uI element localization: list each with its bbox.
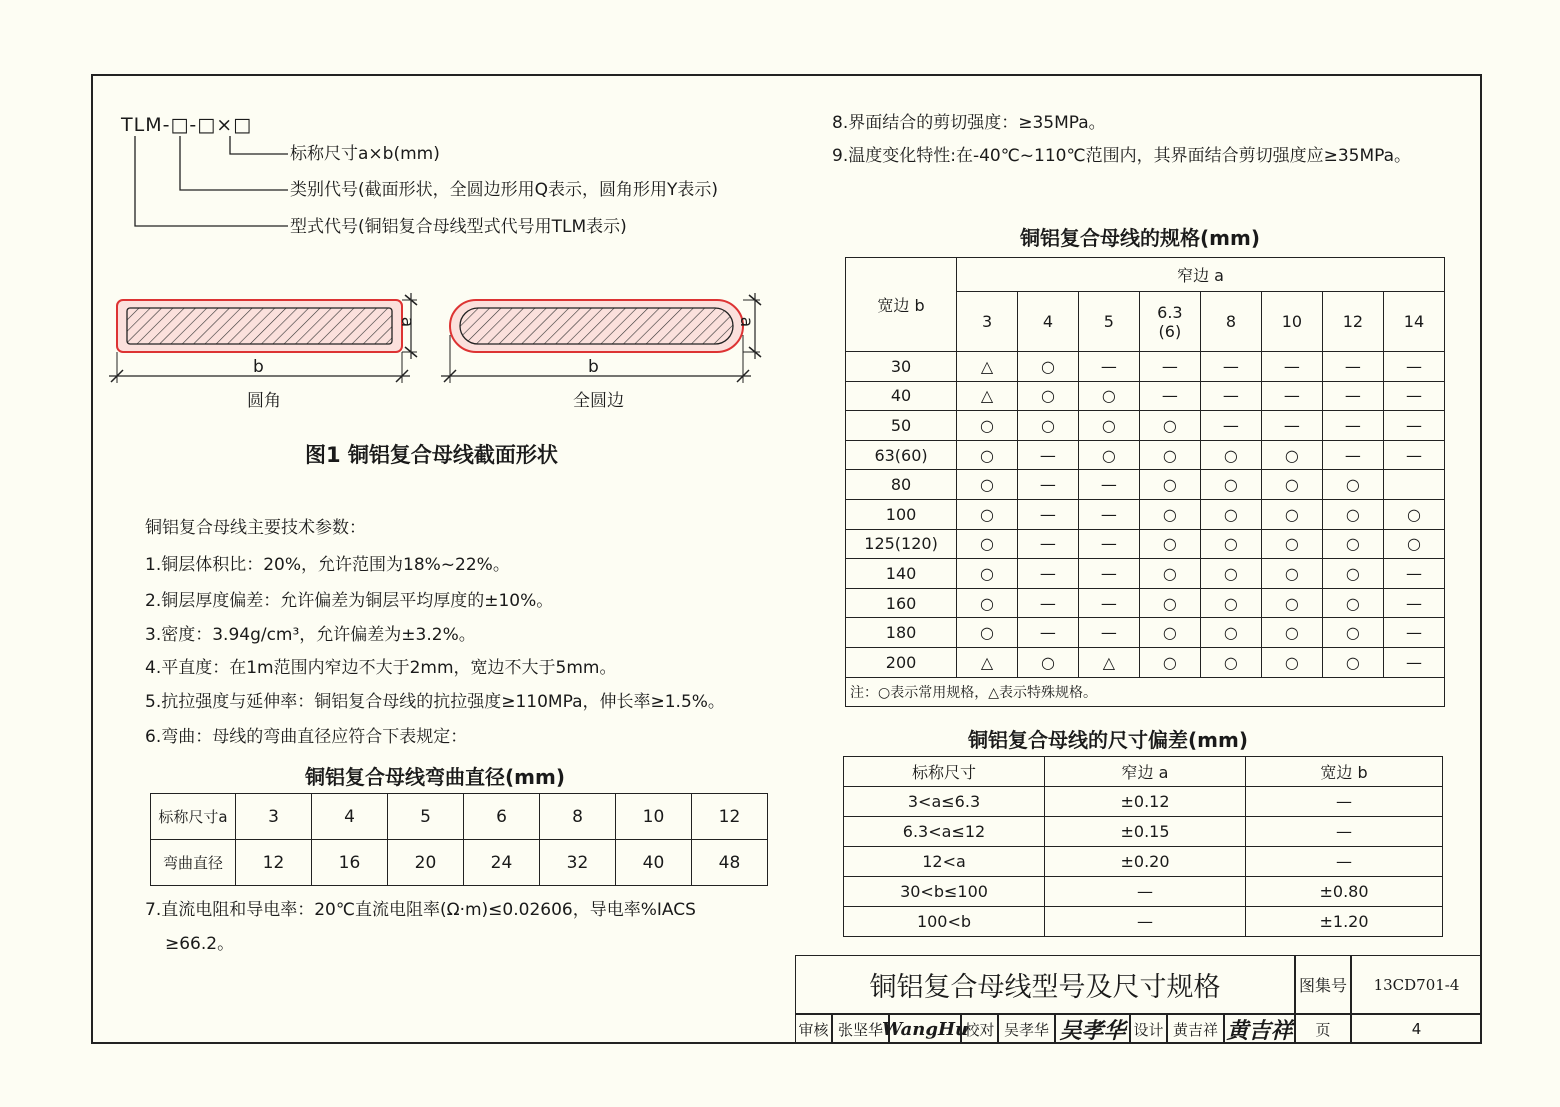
- spec-cell: ○: [957, 559, 1018, 589]
- spec-row: [846, 440, 1445, 470]
- spec-cell: ○: [1261, 647, 1322, 677]
- spec-cell: ○: [1322, 499, 1383, 529]
- bend-header-diameter: 弯曲直径: [151, 840, 236, 886]
- tol-row: [844, 847, 1443, 877]
- spec-cell: ○: [957, 411, 1018, 441]
- spec-cell: ○: [1139, 647, 1200, 677]
- spec-corner-header: 宽边 b: [846, 258, 957, 352]
- spec-cell: —: [1017, 559, 1078, 589]
- shape-label-rounded: 圆角: [247, 391, 281, 411]
- spec-cell: —: [1383, 647, 1444, 677]
- spec-cell: ○: [1322, 529, 1383, 559]
- spec-cell: —: [1261, 352, 1322, 382]
- spec-cell: ○: [957, 588, 1018, 618]
- spec-row-width: 63(60): [846, 440, 957, 470]
- spec-cell: ○: [1261, 440, 1322, 470]
- tol-cell: —: [1246, 817, 1443, 847]
- spec-table-title: 铜铝复合母线的规格(mm): [1020, 226, 1260, 250]
- spec-row: [846, 499, 1445, 529]
- spec-cell: ○: [1322, 470, 1383, 500]
- bend-diameter-cell: 48: [692, 840, 768, 886]
- tol-cell: —: [1045, 877, 1246, 907]
- spec-cell: —: [1261, 411, 1322, 441]
- spec-col-header: 14: [1383, 292, 1444, 352]
- spec-cell: ○: [1139, 618, 1200, 648]
- spec-cell: —: [1139, 381, 1200, 411]
- spec-cell: ○: [1261, 529, 1322, 559]
- spec-cell: △: [1078, 647, 1139, 677]
- tol-cell: 3<a≤6.3: [844, 787, 1045, 817]
- param-item-7-line2: ≥66.2。: [165, 934, 235, 954]
- spec-cell: —: [1383, 588, 1444, 618]
- spec-cell: [1383, 470, 1444, 500]
- atlas-number: 13CD701-4: [1351, 955, 1482, 1014]
- bend-size-cell: 4: [312, 794, 388, 840]
- spec-row: [846, 381, 1445, 411]
- param-item-5: 5.抗拉强度与延伸率：铜铝复合母线的抗拉强度≥110MPa，伸长率≥1.5%。: [145, 692, 725, 712]
- spec-cell: —: [1017, 529, 1078, 559]
- design-label: 设计: [1130, 1014, 1167, 1044]
- bend-size-cell: 10: [616, 794, 692, 840]
- bend-diameter-cell: 12: [236, 840, 312, 886]
- spec-cell: —: [1078, 470, 1139, 500]
- spec-row-width: 200: [846, 647, 957, 677]
- bend-header-size: 标称尺寸a: [151, 794, 236, 840]
- tol-cell: —: [1246, 847, 1443, 877]
- spec-cell: ○: [1200, 618, 1261, 648]
- spec-row: [846, 352, 1445, 382]
- spec-col-header: 8: [1200, 292, 1261, 352]
- spec-cell: —: [1200, 352, 1261, 382]
- spec-cell: —: [1200, 381, 1261, 411]
- tol-header-wide: 宽边 b: [1246, 757, 1443, 787]
- spec-cell: —: [1322, 352, 1383, 382]
- spec-table: [845, 257, 1445, 707]
- spec-row: [846, 470, 1445, 500]
- spec-cell: ○: [957, 440, 1018, 470]
- spec-cell: ○: [1200, 588, 1261, 618]
- tol-row: [844, 817, 1443, 847]
- spec-col-header: 6.3 (6): [1139, 292, 1200, 352]
- spec-cell: —: [1383, 559, 1444, 589]
- spec-row: [846, 647, 1445, 677]
- spec-cell: ○: [1139, 529, 1200, 559]
- spec-cell: —: [1017, 440, 1078, 470]
- spec-col-header: 12: [1322, 292, 1383, 352]
- spec-cell: —: [1383, 381, 1444, 411]
- spec-cell: ○: [1261, 499, 1322, 529]
- designation-label-size: 标称尺寸a×b(mm): [290, 144, 440, 164]
- spec-cell: ○: [1139, 411, 1200, 441]
- spec-row: [846, 529, 1445, 559]
- spec-cell: △: [957, 647, 1018, 677]
- spec-cell: ○: [1322, 588, 1383, 618]
- spec-row: [846, 411, 1445, 441]
- spec-cell: —: [1200, 411, 1261, 441]
- spec-cell: ○: [1139, 499, 1200, 529]
- designation-label-category: 类别代号(截面形状，全圆边形用Q表示，圆角形用Y表示): [290, 180, 719, 200]
- spec-cell: △: [957, 352, 1018, 382]
- designation-label-type: 型式代号(铜铝复合母线型式代号用TLM表示): [290, 217, 627, 237]
- tol-cell: 6.3<a≤12: [844, 817, 1045, 847]
- bend-diameter-cell: 20: [388, 840, 464, 886]
- spec-note: 注：○表示常用规格，△表示特殊规格。: [846, 677, 1445, 707]
- spec-cell: —: [1017, 618, 1078, 648]
- drawing-title: 铜铝复合母线型号及尺寸规格: [795, 955, 1295, 1014]
- tol-row: [844, 877, 1443, 907]
- spec-row-width: 100: [846, 499, 957, 529]
- spec-cell: —: [1383, 352, 1444, 382]
- spec-row-width: 125(120): [846, 529, 957, 559]
- spec-cell: ○: [1139, 440, 1200, 470]
- reviewer-signature: WangHu: [889, 1014, 961, 1044]
- param-item-8: 8.界面结合的剪切强度：≥35MPa。: [832, 113, 1106, 133]
- spec-cell: —: [1322, 411, 1383, 441]
- params-heading: 铜铝复合母线主要技术参数：: [145, 518, 366, 538]
- spec-cell: ○: [1261, 618, 1322, 648]
- figure1-caption: 图1 铜铝复合母线截面形状: [305, 443, 558, 467]
- spec-cell: ○: [1139, 588, 1200, 618]
- spec-cell: ○: [1200, 647, 1261, 677]
- spec-cell: —: [1261, 381, 1322, 411]
- tol-cell: ±0.80: [1246, 877, 1443, 907]
- spec-row-width: 40: [846, 381, 957, 411]
- spec-cell: ○: [1322, 647, 1383, 677]
- spec-cell: ○: [1139, 470, 1200, 500]
- spec-cell: —: [1078, 559, 1139, 589]
- spec-row-width: 180: [846, 618, 957, 648]
- spec-row-width: 140: [846, 559, 957, 589]
- param-item-4: 4.平直度：在1m范围内窄边不大于2mm，宽边不大于5mm。: [145, 658, 617, 678]
- review-label: 审核: [795, 1014, 832, 1044]
- full-round-edge-busbar: [441, 293, 761, 383]
- spec-cell: ○: [1383, 499, 1444, 529]
- spec-cell: ○: [1200, 529, 1261, 559]
- spec-cell: ○: [1200, 440, 1261, 470]
- tol-header-narrow: 窄边 a: [1045, 757, 1246, 787]
- tol-header-size: 标称尺寸: [844, 757, 1045, 787]
- spec-cell: ○: [1017, 411, 1078, 441]
- checker-name: 吴孝华: [998, 1014, 1055, 1044]
- spec-cell: ○: [1078, 381, 1139, 411]
- spec-cell: ○: [1017, 647, 1078, 677]
- spec-col-header: 5: [1078, 292, 1139, 352]
- bend-diameter-cell: 32: [540, 840, 616, 886]
- spec-cell: ○: [1200, 470, 1261, 500]
- spec-col-header: 10: [1261, 292, 1322, 352]
- dim-b-label-2: b: [588, 357, 599, 377]
- spec-col-header: 3: [957, 292, 1018, 352]
- bending-table-title: 铜铝复合母线弯曲直径(mm): [305, 765, 565, 789]
- spec-cell: —: [1017, 470, 1078, 500]
- spec-cell: ○: [1261, 559, 1322, 589]
- spec-cell: ○: [957, 618, 1018, 648]
- spec-cell: ○: [1017, 352, 1078, 382]
- spec-cell: —: [1078, 352, 1139, 382]
- tol-row: [844, 907, 1443, 937]
- tol-cell: ±0.12: [1045, 787, 1246, 817]
- spec-cell: —: [1017, 588, 1078, 618]
- spec-cell: ○: [957, 470, 1018, 500]
- spec-cell: ○: [1200, 559, 1261, 589]
- tol-cell: 12<a: [844, 847, 1045, 877]
- atlas-label: 图集号: [1295, 955, 1351, 1014]
- page-number: 4: [1351, 1014, 1482, 1044]
- bend-size-cell: 6: [464, 794, 540, 840]
- tol-cell: ±1.20: [1246, 907, 1443, 937]
- spec-cell: —: [1383, 618, 1444, 648]
- spec-cell: ○: [1078, 411, 1139, 441]
- spec-cell: ○: [1383, 529, 1444, 559]
- param-item-2: 2.铜层厚度偏差：允许偏差为铜层平均厚度的±10%。: [145, 591, 554, 611]
- tolerance-table: [843, 756, 1443, 937]
- spec-cell: —: [1078, 588, 1139, 618]
- spec-narrow-header: 窄边 a: [957, 258, 1445, 292]
- spec-cell: ○: [1078, 440, 1139, 470]
- spec-row: [846, 588, 1445, 618]
- spec-cell: —: [1078, 529, 1139, 559]
- shape-label-full-round: 全圆边: [573, 391, 624, 411]
- tol-cell: —: [1045, 907, 1246, 937]
- param-item-3: 3.密度：3.94g/cm³，允许偏差为±3.2%。: [145, 625, 476, 645]
- bend-diameter-cell: 24: [464, 840, 540, 886]
- tol-cell: 30<b≤100: [844, 877, 1045, 907]
- spec-row-width: 80: [846, 470, 957, 500]
- param-item-1: 1.铜层体积比：20%，允许范围为18%~22%。: [145, 555, 510, 575]
- bending-table: [150, 793, 768, 886]
- spec-row-width: 30: [846, 352, 957, 382]
- spec-cell: —: [1383, 411, 1444, 441]
- spec-cell: —: [1078, 618, 1139, 648]
- spec-cell: —: [1383, 440, 1444, 470]
- tol-cell: ±0.15: [1045, 817, 1246, 847]
- tolerance-table-title: 铜铝复合母线的尺寸偏差(mm): [968, 728, 1248, 752]
- model-code: TLM-□-□×□: [121, 114, 253, 136]
- spec-cell: —: [1139, 352, 1200, 382]
- checker-signature: 吴孝华: [1055, 1014, 1130, 1044]
- bend-size-cell: 12: [692, 794, 768, 840]
- spec-cell: —: [1322, 381, 1383, 411]
- spec-cell: ○: [957, 499, 1018, 529]
- page-label: 页: [1295, 1014, 1351, 1044]
- check-label: 校对: [961, 1014, 998, 1044]
- dim-b-label-1: b: [253, 357, 264, 377]
- title-block: [795, 955, 1482, 1044]
- spec-row: [846, 559, 1445, 589]
- spec-cell: ○: [1261, 588, 1322, 618]
- spec-cell: ○: [1261, 470, 1322, 500]
- spec-row-width: 50: [846, 411, 957, 441]
- spec-cell: —: [1322, 440, 1383, 470]
- param-item-9: 9.温度变化特性:在-40℃~110℃范围内，其界面结合剪切强度应≥35MPa。: [832, 146, 1412, 166]
- spec-cell: ○: [957, 529, 1018, 559]
- spec-cell: ○: [1200, 499, 1261, 529]
- param-item-6: 6.弯曲：母线的弯曲直径应符合下表规定：: [145, 727, 468, 747]
- designation-leader-lines: [120, 134, 300, 234]
- tol-cell: 100<b: [844, 907, 1045, 937]
- param-item-7-line1: 7.直流电阻和导电率：20℃直流电阻率(Ω·m)≤0.02606，导电率%IACS: [145, 900, 696, 920]
- spec-cell: ○: [1322, 618, 1383, 648]
- spec-cell: —: [1078, 499, 1139, 529]
- designer-signature: 黄吉祥: [1224, 1014, 1295, 1044]
- bend-size-cell: 8: [540, 794, 616, 840]
- spec-cell: ○: [1322, 559, 1383, 589]
- tol-row: [844, 787, 1443, 817]
- bend-size-cell: 5: [388, 794, 464, 840]
- spec-cell: ○: [1139, 559, 1200, 589]
- tol-cell: ±0.20: [1045, 847, 1246, 877]
- bend-size-cell: 3: [236, 794, 312, 840]
- tol-cell: —: [1246, 787, 1443, 817]
- spec-cell: ○: [1017, 381, 1078, 411]
- busbar-cross-section-figure: [105, 285, 785, 395]
- reviewer-name: 张坚华: [832, 1014, 889, 1044]
- spec-cell: △: [957, 381, 1018, 411]
- spec-row: [846, 618, 1445, 648]
- spec-row-width: 160: [846, 588, 957, 618]
- designer-name: 黄吉祥: [1167, 1014, 1224, 1044]
- dim-a-label-2: a: [736, 316, 757, 328]
- bend-diameter-cell: 40: [616, 840, 692, 886]
- spec-col-header: 4: [1017, 292, 1078, 352]
- dim-a-label-1: a: [397, 316, 418, 328]
- bend-diameter-cell: 16: [312, 840, 388, 886]
- spec-cell: —: [1017, 499, 1078, 529]
